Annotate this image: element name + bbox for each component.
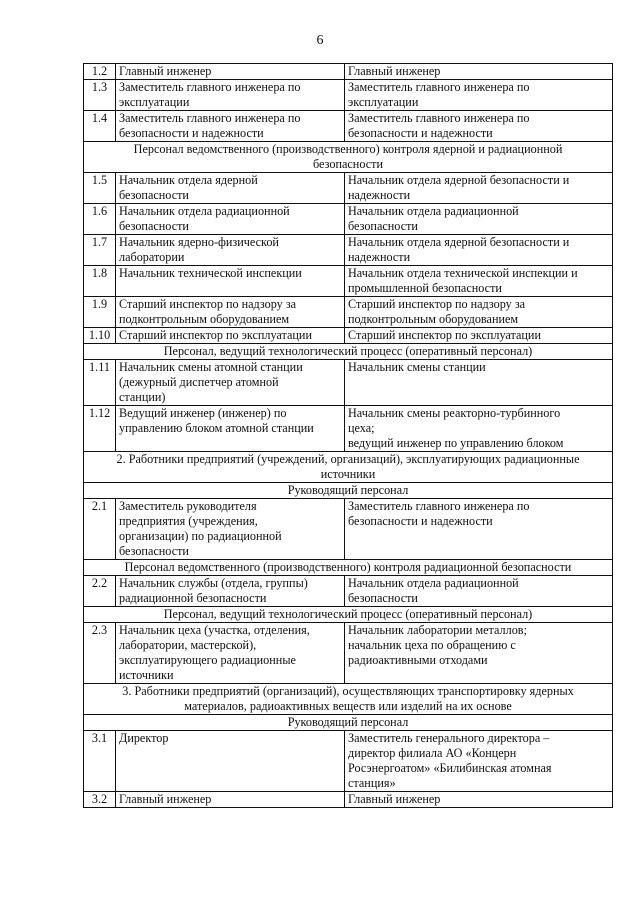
- row-number: 3.1: [84, 731, 116, 792]
- table-row: [84, 731, 613, 792]
- position-title: Начальник отдела ядерной безопасности: [116, 173, 345, 204]
- corresponding-position: Начальник отдела радиационной безопасности: [345, 204, 613, 235]
- table-row: [84, 792, 613, 808]
- corresponding-position: Начальник отдела ядерной безопасности и надежности: [345, 235, 613, 266]
- row-number: 1.3: [84, 80, 116, 111]
- position-title: Заместитель главного инженера по безопасности и надежности: [116, 111, 345, 142]
- section-header-row: [84, 452, 613, 483]
- row-number: 1.8: [84, 266, 116, 297]
- corresponding-position: Старший инспектор по надзору за подконтрольным оборудованием: [345, 297, 613, 328]
- page-number: 6: [316, 33, 324, 48]
- section-header-row: [84, 715, 613, 731]
- row-number: 2.3: [84, 623, 116, 684]
- corresponding-position: Начальник отдела радиационной безопасности: [345, 576, 613, 607]
- section-header-row: [84, 483, 613, 499]
- position-title: Начальник службы (отдела, группы) радиационной безопасности: [116, 576, 345, 607]
- section-header: Персонал ведомственного (производственного) контроля ядерной и радиационной безопасности: [84, 142, 613, 173]
- row-number: 1.10: [84, 328, 116, 344]
- position-title: Директор: [116, 731, 345, 792]
- section-header: 3. Работники предприятий (организаций), осуществляющих транспортировку ядерных материалов, радиоактивных веществ или изделий на их основе: [84, 684, 613, 715]
- table-row: [84, 297, 613, 328]
- section-header: Руководящий персонал: [84, 483, 613, 499]
- corresponding-position: Начальник отдела технической инспекции и промышленной безопасности: [345, 266, 613, 297]
- section-header: Персонал, ведущий технологический процесс (оперативный персонал): [84, 344, 613, 360]
- position-title: Заместитель руководителя предприятия (учреждения, организации) по радиационной безопасности: [116, 499, 345, 560]
- table-row: [84, 204, 613, 235]
- corresponding-position: Главный инженер: [345, 792, 613, 808]
- corresponding-position: Заместитель главного инженера по безопасности и надежности: [345, 111, 613, 142]
- row-number: 1.6: [84, 204, 116, 235]
- corresponding-position: Заместитель генерального директора – директор филиала АО «Концерн Росэнергоатом» «Билибинская атомная станция»: [345, 731, 613, 792]
- corresponding-position: Старший инспектор по эксплуатации: [345, 328, 613, 344]
- position-title: Начальник ядерно-физической лаборатории: [116, 235, 345, 266]
- table-body: [84, 64, 613, 808]
- position-title: Ведущий инженер (инженер) по управлению блоком атомной станции: [116, 406, 345, 452]
- table-row: [84, 623, 613, 684]
- row-number: 1.12: [84, 406, 116, 452]
- section-header-row: [84, 684, 613, 715]
- row-number: 1.9: [84, 297, 116, 328]
- position-title: Начальник смены атомной станции (дежурный диспетчер атомной станции): [116, 360, 345, 406]
- row-number: 1.5: [84, 173, 116, 204]
- corresponding-position: Заместитель главного инженера по безопасности и надежности: [345, 499, 613, 560]
- position-title: Начальник технической инспекции: [116, 266, 345, 297]
- section-header: Персонал, ведущий технологический процесс (оперативный персонал): [84, 607, 613, 623]
- section-header-row: [84, 560, 613, 576]
- row-number: 3.2: [84, 792, 116, 808]
- personnel-table: [83, 63, 613, 808]
- table-row: [84, 576, 613, 607]
- table-row: [84, 111, 613, 142]
- table-row: [84, 80, 613, 111]
- section-header-row: [84, 607, 613, 623]
- table-row: [84, 173, 613, 204]
- table-row: [84, 64, 613, 80]
- section-header-row: [84, 344, 613, 360]
- position-title: Старший инспектор по эксплуатации: [116, 328, 345, 344]
- table-row: [84, 235, 613, 266]
- position-title: Начальник цеха (участка, отделения, лаборатории, мастерской), эксплуатирующего радиационные источники: [116, 623, 345, 684]
- position-title: Начальник отдела радиационной безопасности: [116, 204, 345, 235]
- corresponding-position: Начальник смены станции: [345, 360, 613, 406]
- table-row: [84, 360, 613, 406]
- section-header-row: [84, 142, 613, 173]
- row-number: 2.1: [84, 499, 116, 560]
- row-number: 1.4: [84, 111, 116, 142]
- section-header: Персонал ведомственного (производственного) контроля радиационной безопасности: [84, 560, 613, 576]
- table-row: [84, 406, 613, 452]
- row-number: 1.7: [84, 235, 116, 266]
- corresponding-position: Главный инженер: [345, 64, 613, 80]
- table-row: [84, 328, 613, 344]
- position-title: Заместитель главного инженера по эксплуатации: [116, 80, 345, 111]
- row-number: 1.2: [84, 64, 116, 80]
- position-title: Старший инспектор по надзору за подконтрольным оборудованием: [116, 297, 345, 328]
- corresponding-position: Начальник смены реакторно-турбинного цеха; ведущий инженер по управлению блоком: [345, 406, 613, 452]
- row-number: 2.2: [84, 576, 116, 607]
- row-number: 1.11: [84, 360, 116, 406]
- position-title: Главный инженер: [116, 792, 345, 808]
- section-header: 2. Работники предприятий (учреждений, организаций), эксплуатирующих радиационные источники: [84, 452, 613, 483]
- section-header: Руководящий персонал: [84, 715, 613, 731]
- table-row: [84, 266, 613, 297]
- position-title: Главный инженер: [116, 64, 345, 80]
- corresponding-position: Заместитель главного инженера по эксплуатации: [345, 80, 613, 111]
- corresponding-position: Начальник лаборатории металлов; начальник цеха по обращению с радиоактивными отходами: [345, 623, 613, 684]
- table-row: [84, 499, 613, 560]
- corresponding-position: Начальник отдела ядерной безопасности и надежности: [345, 173, 613, 204]
